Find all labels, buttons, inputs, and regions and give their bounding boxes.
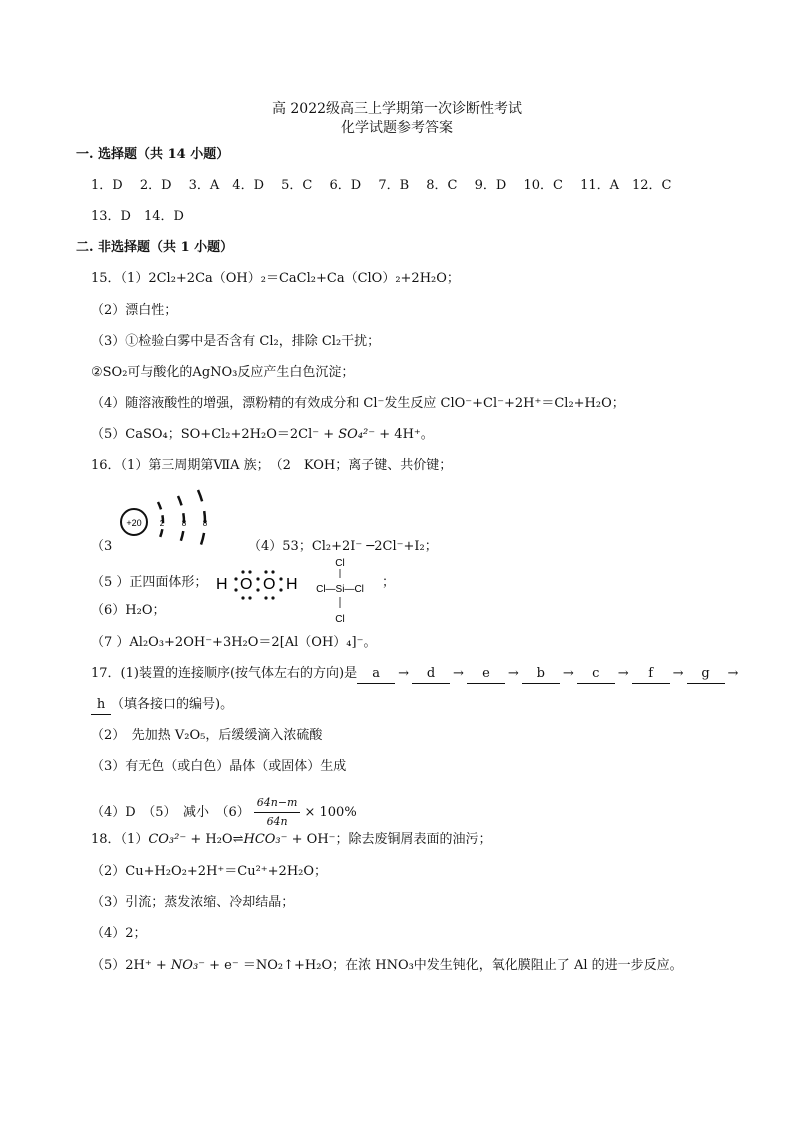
port-blank-2: d	[412, 665, 450, 684]
q18-line-5-prefix: （5）2H⁺ +	[91, 958, 171, 973]
port-blank-7: g	[687, 665, 725, 684]
shell-1-count: 2	[159, 519, 165, 528]
q18-line-1-prefix: 18．（1）	[91, 832, 149, 847]
choice-answers-row-2: 13．D 14．D	[91, 209, 184, 224]
electron-dot-h-right: H	[286, 576, 298, 593]
port-blank-8: h	[91, 696, 111, 715]
arrow-icon: →	[562, 666, 574, 681]
arrow-icon: →	[727, 666, 739, 681]
q18-line-1-end: + OH⁻；除去废铜屑表面的油污；	[287, 832, 492, 847]
q18-line-2: （2）Cu+H₂O₂+2H⁺＝Cu²⁺+2H₂O；	[91, 864, 328, 879]
q17-line-3: （2） 先加热 V₂O₅，后缓缓滴入浓硫酸	[91, 728, 323, 743]
q15-line-6	[91, 426, 434, 444]
q17-line-1-text: 17．(1)装置的连接顺序(按气体左右的方向)是	[91, 666, 358, 681]
q16-line-5: （6）H₂O；	[91, 603, 166, 618]
q15-line-3: （3）①检验白雾中是否含有 Cl₂，排除 Cl₂干扰；	[91, 334, 381, 349]
arrow-icon: →	[453, 666, 464, 681]
q16-line-4-end: ；	[382, 575, 396, 590]
sicl4-top-cl: Cl	[335, 558, 345, 569]
q18-line-5-end: + e⁻ ＝NO₂↑+H₂O；在浓 HNO₃中发生钝化，氧化膜阻止了 Al 的进一步反应。	[205, 958, 683, 973]
shell-3-count: 8	[202, 519, 208, 528]
port-blank-6: f	[632, 665, 670, 684]
q17-line-5-text: （4）D （5） 减小 （6）	[91, 805, 250, 820]
q16-line-1: 16．（1）第三周期第ⅦA 族； （2 KOH；离子键、共价键；	[91, 458, 453, 473]
sicl4-structure	[310, 556, 370, 628]
nitrate-ion-formula: NO₃⁻	[170, 958, 206, 973]
sicl4-middle-row: Cl—Si—Cl	[316, 584, 364, 595]
bicarbonate-ion-formula: HCO₃⁻	[243, 832, 288, 847]
sulfate-ion-formula: SO₄²⁻	[338, 427, 376, 442]
q17-line-2	[91, 696, 233, 715]
page-title: 高 2022级高三上学期第一次诊断性考试	[271, 101, 523, 117]
q16-line-3-rest: （4）53；Cl₂+2I⁻ ─2Cl⁻+I₂；	[248, 539, 438, 554]
electron-dot-formula	[210, 566, 306, 602]
yield-fraction	[254, 794, 301, 831]
port-blank-1: a	[357, 665, 395, 684]
q16-line-6: （7 ）Al₂O₃+2OH⁻+3H₂O＝2[Al（OH）₄]⁻。	[91, 635, 377, 650]
q17-line-5-end: × 100%	[304, 805, 357, 820]
fraction-denominator: 64n	[266, 815, 288, 828]
electron-dot-h-left: H	[216, 576, 228, 593]
arrow-icon: →	[507, 666, 519, 681]
arrow-icon: →	[398, 666, 410, 681]
q15-line-6-text-a: （5）CaSO₄；SO+Cl₂+2H₂O＝2Cl⁻ +	[91, 427, 339, 442]
electron-dot-o-right: O	[263, 576, 276, 593]
carbonate-ion-formula: CO₃²⁻	[148, 832, 187, 847]
q17-line-2-text: （填各接口的编号)。	[111, 697, 234, 712]
q16-line-3-prefix: （3	[91, 539, 113, 554]
fraction-numerator: 64n−m	[254, 794, 301, 813]
q15-line-1: 15．（1）2Cl₂+2Ca（OH）₂＝CaCl₂+Ca（ClO）₂+2H₂O；	[91, 271, 460, 286]
q18-line-4: （4）2；	[91, 926, 147, 941]
arrow-icon: →	[672, 666, 684, 681]
electron-dot-o-left: O	[240, 576, 253, 593]
q15-line-4: ②SO₂可与酸化的AgNO₃反应产生白色沉淀；	[91, 365, 355, 380]
page-subtitle: 化学试题参考答案	[341, 120, 453, 136]
q18-line-1	[91, 831, 492, 849]
nucleus-charge: +20	[126, 518, 142, 528]
sicl4-bottom-cl: Cl	[335, 614, 345, 625]
port-blank-3: e	[467, 665, 505, 684]
q15-line-5: （4）随溶液酸性的增强，漂粉精的有效成分和 Cl⁻发生反应 ClO⁻+Cl⁻+2H⁺＝Cl₂+H₂O；	[91, 396, 625, 411]
q17-line-5	[91, 794, 357, 831]
q18-line-3: （3）引流；蒸发浓缩、冷却结晶；	[91, 895, 295, 910]
port-blank-5: c	[577, 665, 615, 684]
port-blank-4: b	[522, 665, 560, 684]
shell-2-count: 8	[181, 519, 187, 528]
section-heading-nonchoice: 二. 非选择题（共 1 小题）	[76, 240, 234, 255]
choice-answers-row-1: 1．D 2．D 3．A 4．D 5．C 6．D 7．B 8．C 9．D 10．C 11．A 12．C	[91, 178, 672, 193]
q17-line-4: （3）有无色（或白色）晶体（或固体）生成	[91, 759, 347, 774]
atom-structure-diagram	[112, 488, 217, 552]
q18-line-5	[91, 957, 683, 975]
q16-line-4-prefix: （5 ）正四面体形；	[91, 575, 208, 590]
q15-line-2: （2）漂白性；	[91, 303, 178, 318]
arrow-icon: →	[617, 666, 629, 681]
section-heading-choice: 一. 选择题（共 14 小题）	[76, 147, 230, 162]
q15-line-6-text-c: + 4H⁺。	[375, 427, 434, 442]
q17-line-1	[91, 665, 741, 684]
q18-line-1-mid: + H₂O⇌	[186, 832, 244, 847]
